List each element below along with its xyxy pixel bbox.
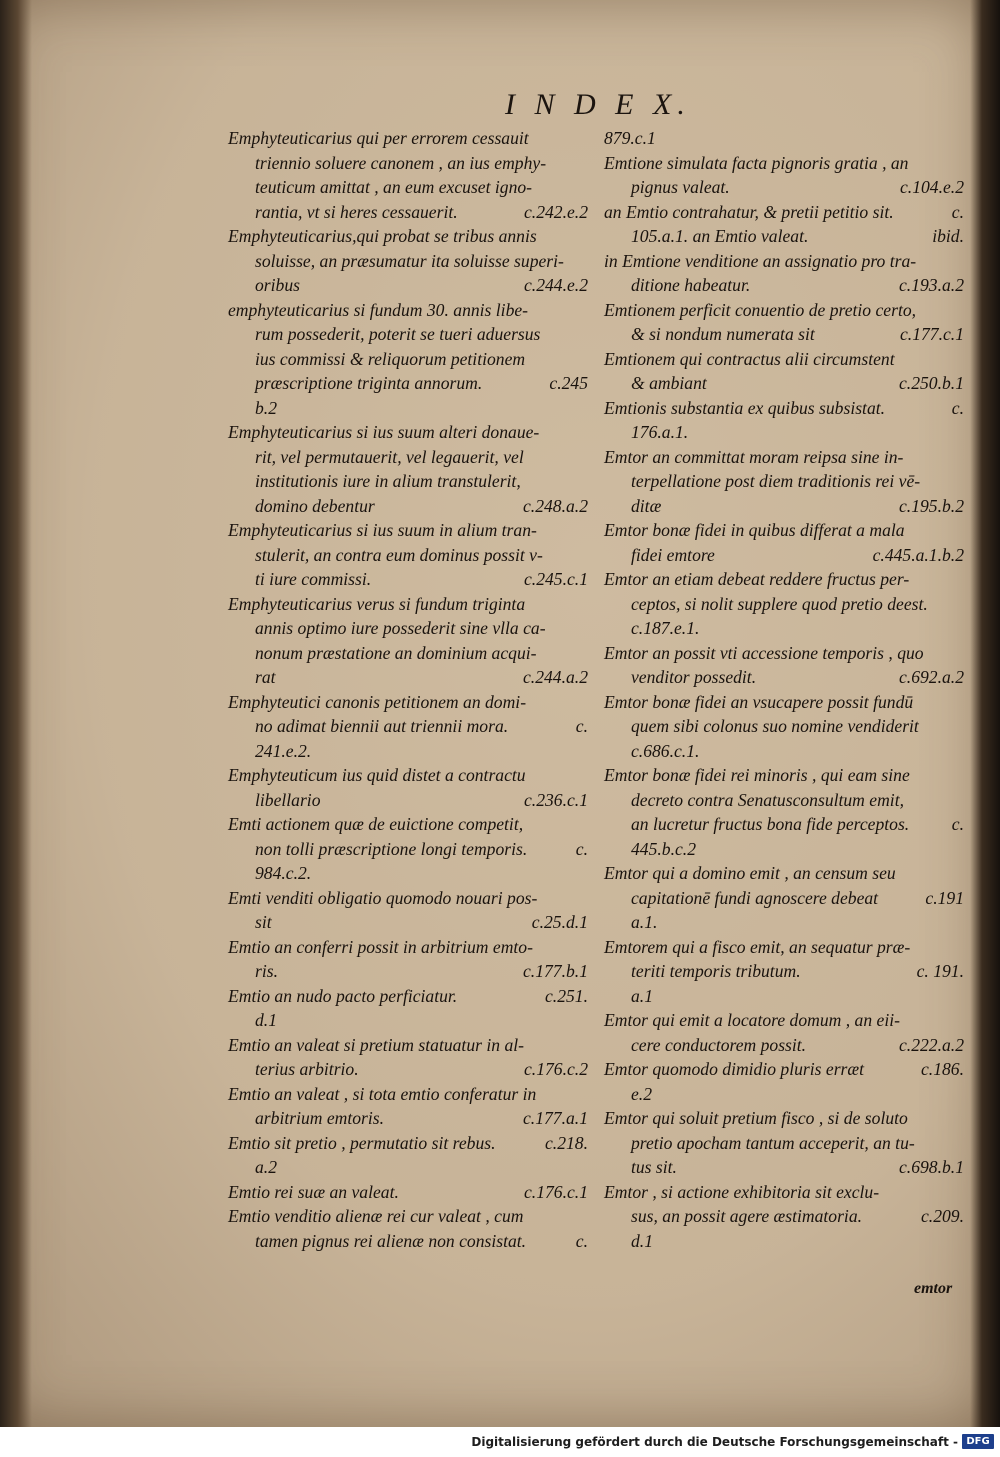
page-reference: c.245 [549, 373, 588, 393]
entry-text: Emphyteuticarius verus si fundum triginta [228, 593, 526, 614]
entry-text: in Emtione venditione an assignatio pro tra- [604, 250, 917, 271]
entry-text: no adimat biennii aut triennii mora. [255, 716, 509, 736]
page-reference: c. [575, 838, 588, 859]
index-entry [228, 224, 588, 298]
entry-text: 445.b.c.2 [631, 838, 696, 859]
entry-text: institutionis iure in alium transtulerit, [255, 471, 521, 491]
page-reference: c. 191. [916, 961, 964, 981]
entry-text: sus, an possit agere æstimatoria. [631, 1206, 863, 1226]
entry-text: Emtio venditio alienæ rei cur valeat , cum [228, 1206, 524, 1226]
entry-text: Emtionem qui contractus alii circumstent [604, 348, 895, 369]
index-entry [604, 151, 964, 200]
entry-text: Emtor quomodo dimidio pluris erræt [604, 1059, 865, 1079]
entry-text: terpellatione post diem traditionis rei vē- [631, 471, 921, 491]
entry-text: Emtor qui emit a locatore domum , an eii- [604, 1010, 900, 1030]
index-entry [604, 1057, 964, 1106]
entry-text: a.1. [631, 912, 658, 932]
entry-text: terius arbitrio. [255, 1059, 359, 1079]
index-entry [604, 396, 964, 445]
index-entry [228, 298, 588, 421]
page-reference: c.25.d.1 [531, 912, 588, 932]
entry-text: decreto contra Senatusconsultum emit, [631, 789, 904, 810]
index-entry [604, 763, 964, 861]
entry-text: Emtor an committat moram reipsa sine in- [604, 446, 904, 467]
index-entry [604, 347, 964, 396]
entry-text: Emtio sit pretio , permutatio sit rebus. [228, 1132, 496, 1153]
entry-text: rat [255, 667, 276, 687]
index-entry [228, 984, 588, 1033]
page-header: I N D E X. [505, 88, 691, 121]
entry-text: capitationē fundi agnoscere debeat [631, 887, 879, 908]
entry-text: fidei emtore [631, 544, 715, 565]
page-reference: c.251. [545, 985, 588, 1006]
index-entry [604, 690, 964, 764]
page-reference: c.177.a.1 [523, 1108, 588, 1128]
entry-text: triennio soluere canonem , an ius emphy- [255, 152, 547, 173]
index-entry [604, 126, 964, 151]
page-reference: c.176.c.1 [523, 1181, 588, 1202]
entry-text: Emtor an possit vti accessione temporis , quo [604, 642, 924, 663]
index-entry [228, 886, 588, 935]
entry-text: rum possederit, poterit se tueri aduersus [255, 324, 541, 344]
entry-text: Emtor qui a domino emit , an censum seu [604, 863, 896, 883]
entry-text: Emphyteuticarius qui per errorem cessauit [228, 128, 529, 148]
entry-text: Emtionem perficit conuentio de pretio certo, [604, 299, 917, 320]
entry-text: ditione habeatur. [631, 275, 751, 295]
index-entry [604, 518, 964, 567]
entry-text: 176.a.1. [631, 422, 689, 442]
entry-text: sit [255, 912, 272, 932]
entry-text: 879.c.1 [604, 128, 656, 148]
entry-text: Emtor , si actione exhibitoria sit exclu- [604, 1181, 880, 1202]
entry-text: Emphyteutici canonis petitionem an domi- [228, 691, 527, 712]
entry-text: emphyteuticarius si fundum 30. annis libe- [228, 299, 529, 320]
entry-text: cere conductorem possit. [631, 1034, 807, 1055]
entry-text: tamen pignus rei alienæ non consistat. [255, 1230, 527, 1251]
index-column-left [228, 126, 588, 1253]
index-entry [228, 592, 588, 690]
page-reference: c.236.c.1 [523, 789, 588, 810]
entry-text: Emtione simulata facta pignoris gratia , an [604, 152, 909, 173]
page-reference: c.244.a.2 [523, 667, 588, 687]
entry-text: Emphyteuticarius si ius suum in alium tran- [228, 520, 537, 540]
entry-text: & si nondum numerata sit [631, 324, 815, 344]
entry-text: rit, vel permutauerit, vel legauerit, vel [255, 446, 524, 467]
entry-text: a.2 [255, 1157, 277, 1177]
entry-text: pignus valeat. [631, 177, 730, 197]
entry-text: ceptos, si nolit supplere quod pretio deest. [631, 593, 928, 614]
footer-bar [0, 1427, 1000, 1457]
page-reference: c.177.c.1 [899, 324, 964, 344]
entry-text: pretio apocham tantum acceperit, an tu- [631, 1132, 915, 1153]
page-reference: c.248.a.2 [523, 495, 588, 516]
page-reference: c. [951, 814, 964, 834]
entry-text: c.187.e.1. [631, 618, 700, 638]
entry-text: ditæ [631, 495, 662, 516]
index-entry [604, 1180, 964, 1254]
entry-text: d.1 [631, 1230, 653, 1251]
entry-text: Emtio rei suæ an valeat. [228, 1181, 399, 1202]
entry-text: soluisse, an præsumatur ita soluisse superi- [255, 250, 564, 271]
entry-text: Emphyteuticum ius quid distet a contractu [228, 765, 526, 785]
page-reference: c.195.b.2 [899, 495, 964, 516]
index-entry [228, 1033, 588, 1082]
page-reference: c.692.a.2 [899, 667, 964, 687]
entry-text: ris. [255, 961, 278, 981]
entry-text: 105.a.1. an Emtio valeat. [631, 226, 809, 246]
entry-text: d.1 [255, 1010, 277, 1030]
page-reference: c.242.e.2 [523, 201, 588, 222]
page-reference: c. [575, 716, 588, 736]
funding-notice: Digitalisierung gefördert durch die Deutsche Forschungsgemeinschaft - [471, 1435, 958, 1449]
entry-text: Emtor bonæ fidei in quibus differat a mala [604, 520, 905, 540]
entry-text: Emphyteuticarius,qui probat se tribus annis [228, 226, 537, 246]
index-entry [228, 1131, 588, 1180]
page-reference: ibid. [932, 226, 964, 246]
index-entry [604, 298, 964, 347]
entry-text: 241.e.2. [255, 740, 312, 761]
index-entry [228, 518, 588, 592]
index-entry [228, 690, 588, 764]
catchword: emtor [914, 1280, 953, 1297]
page-reference: c.177.b.1 [523, 961, 588, 981]
entry-text: libellario [255, 789, 321, 810]
entry-text: Emtio an valeat si pretium statuatur in al- [228, 1034, 524, 1055]
page-reference: c.191 [925, 887, 964, 908]
index-entry [228, 812, 588, 886]
index-entry [604, 1106, 964, 1180]
entry-text: an lucretur fructus bona fide perceptos. [631, 814, 910, 834]
index-entry [604, 249, 964, 298]
page-reference: c.250.b.1 [899, 373, 964, 393]
entry-text: stulerit, an contra eum dominus possit v- [255, 544, 543, 565]
entry-text: annis optimo iure possederit sine vlla ca- [255, 618, 546, 638]
entry-text: Emtor qui soluit pretium fisco , si de soluto [604, 1108, 908, 1128]
index-entry [604, 445, 964, 519]
entry-text: a.1 [631, 985, 653, 1006]
index-entry [604, 567, 964, 641]
page-reference: c.176.c.2 [523, 1059, 588, 1079]
dfg-logo: DFG [962, 1434, 994, 1449]
entry-text: 984.c.2. [255, 863, 312, 883]
entry-text: tus sit. [631, 1157, 677, 1177]
page-reference: c.222.a.2 [899, 1034, 964, 1055]
page-reference: c.245.c.1 [523, 569, 588, 589]
entry-text: oribus [255, 275, 300, 295]
entry-text: Emphyteuticarius si ius suum alteri donaue- [228, 422, 540, 442]
page-reference: c.193.a.2 [899, 275, 964, 295]
page-reference: c. [575, 1230, 588, 1251]
entry-text: Emti venditi obligatio quomodo nouari pos- [228, 887, 538, 908]
index-entry [228, 1204, 588, 1253]
page-reference: c. [951, 397, 964, 418]
index-entry [228, 763, 588, 812]
entry-text: non tolli præscriptione longi temporis. [255, 838, 528, 859]
index-entry [228, 935, 588, 984]
entry-text: Emtio an valeat , si tota emtio conferatur in [228, 1083, 537, 1104]
entry-text: ti iure commissi. [255, 569, 372, 589]
page-reference: c.445.a.1.b.2 [872, 544, 964, 565]
page-reference: c.698.b.1 [899, 1157, 964, 1177]
entry-text: teriti temporis tributum. [631, 961, 801, 981]
index-column-right [604, 126, 964, 1253]
page-reference: c.186. [921, 1059, 964, 1079]
page-reference: c. [951, 201, 964, 222]
entry-text: nonum præstatione an dominium acqui- [255, 642, 537, 663]
entry-text: venditor possedit. [631, 667, 757, 687]
entry-text: Emtor bonæ fidei rei minoris , qui eam sine [604, 765, 910, 785]
index-entry [604, 1008, 964, 1057]
entry-text: domino debentur [255, 495, 375, 516]
entry-text: Emtor bonæ fidei an vsucapere possit fundū [604, 691, 914, 712]
entry-text: ius commissi & reliquorum petitionem [255, 348, 526, 369]
entry-text: c.686.c.1. [631, 740, 700, 761]
index-entry [604, 200, 964, 249]
entry-text: teuticum amittat , an eum excuset igno- [255, 177, 533, 197]
entry-text: quem sibi colonus suo nomine vendiderit [631, 716, 919, 736]
entry-text: Emtor an etiam debeat reddere fructus per- [604, 569, 910, 589]
entry-text: Emtionis substantia ex quibus subsistat. [604, 397, 886, 418]
index-entry [228, 1180, 588, 1205]
index-entry [604, 935, 964, 1009]
entry-text: Emtio an nudo pacto perficiatur. [228, 985, 458, 1006]
page-reference: c.244.e.2 [523, 275, 588, 295]
entry-text: Emti actionem quæ de euictione competit, [228, 814, 524, 834]
page-reference: c.104.e.2 [899, 177, 964, 197]
entry-text: arbitrium emtoris. [255, 1108, 385, 1128]
index-entry [228, 420, 588, 518]
index-entry [604, 641, 964, 690]
index-entry [228, 126, 588, 224]
index-entry [604, 861, 964, 935]
entry-text: rantia, vt si heres cessauerit. [255, 201, 458, 222]
entry-text: præscriptione triginta annorum. [255, 373, 483, 393]
page-reference: c.209. [921, 1206, 964, 1226]
entry-text: Emtorem qui a fisco emit, an sequatur præ- [604, 936, 911, 957]
entry-text: Emtio an conferri possit in arbitrium emto- [228, 936, 533, 957]
book-gutter [0, 0, 32, 1427]
index-entry [228, 1082, 588, 1131]
page-reference: c.218. [545, 1132, 588, 1153]
entry-text: & ambiant [631, 373, 707, 393]
entry-text: e.2 [631, 1083, 653, 1104]
entry-text: an Emtio contrahatur, & pretii petitio sit. [604, 201, 894, 222]
entry-text: b.2 [255, 397, 277, 418]
page-edge [970, 0, 1000, 1427]
